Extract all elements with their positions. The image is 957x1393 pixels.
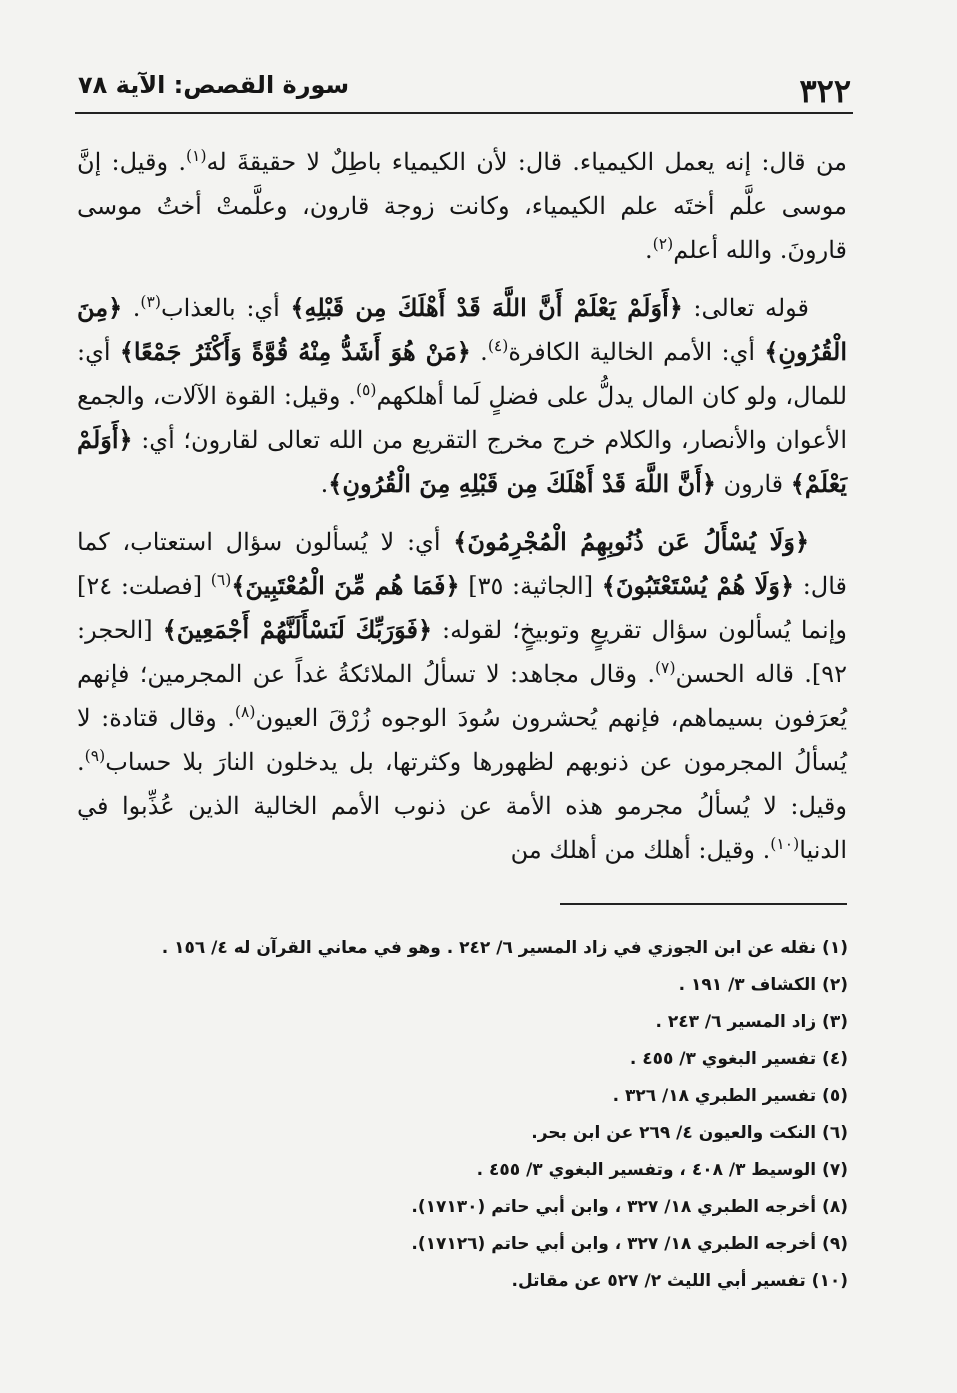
footnote-1: (١) نقله عن ابن الجوزي في زاد المسير ٦/ ٢٤٢ . وهو في معاني القرآن له ٤/ ١٥٦ .: [161, 938, 848, 958]
footnotes: [80, 930, 848, 1300]
quran-verse: ﴿فَمَا هُم مِّنَ الْمُعْتَبِينَ﴾: [231, 571, 460, 600]
text-run: . وقيل: إنَّ موسى علَّم أختَه علم الكيمياء، وكانت زوجة قارون، وعلَّمتْ أختُ موسى قارونَ. والله أعلم: [77, 148, 847, 264]
footnote-ref: (٨): [234, 703, 256, 721]
quran-verse: ﴿فَوَرَبِّكَ لَنَسْأَلَنَّهُمْ أَجْمَعِينَ﴾: [162, 615, 433, 644]
text-run: .: [122, 294, 141, 322]
footnote-3: (٣) زاد المسير ٦/ ٢٤٣ .: [655, 1012, 848, 1032]
footnote-ref: (٥): [355, 381, 377, 399]
quran-verse: ﴿أَنَّ اللَّهَ قَدْ أَهْلَكَ مِن قَبْلِهِ مِنَ الْقُرُونِ﴾: [328, 469, 716, 498]
paragraph-1: [77, 140, 847, 272]
quran-verse: ﴿أَوَلَمْ يَعْلَمْ أَنَّ اللَّهَ قَدْ أَهْلَكَ مِن قَبْلِهِ﴾: [290, 293, 683, 322]
main-text: [77, 140, 847, 886]
footnote-5: (٥) تفسير الطبري ١٨/ ٣٢٦ .: [612, 1086, 848, 1106]
footnote-ref: (٢): [652, 235, 674, 253]
quran-verse: ﴿مِنَ الْقُرُونِ﴾: [77, 293, 847, 366]
paragraph-2: [77, 286, 847, 506]
footnote-7: (٧) الوسيط ٣/ ٤٠٨ ، وتفسير البغوي ٣/ ٤٥٥ .: [476, 1160, 848, 1180]
footnote-6: (٦) النكت والعيون ٤/ ٢٦٩ عن ابن بحر.: [531, 1123, 848, 1143]
quran-verse: ﴿أَوَلَمْ يَعْلَمْ﴾: [77, 425, 847, 498]
text-run: [فصلت: ٢٤] وإنما يُسألون سؤال تقريعٍ وتوبيخٍ؛ لقوله:: [77, 572, 847, 644]
footnote-ref: (٦): [210, 571, 232, 589]
text-run: قوله تعالى:: [682, 294, 810, 322]
text-run: . وقيل: القوة الآلات، والجمع الأعوان والأنصار، والكلام خرج مخرج التقريع من الله تعالى لقارون؛ أي:: [77, 382, 847, 454]
text-run: [الجاثية: ٣٥]: [459, 572, 602, 600]
text-run: . وقيل: لا يُسألُ مجرمو هذه الأمة عن ذنوب الأمم الخالية الذين عُذِّبوا في الدنيا: [77, 748, 847, 864]
text-run: . وقيل: أهلك من أهلك من: [510, 836, 771, 864]
footnote-separator: [560, 903, 847, 905]
text-run: أي: للمال، ولو كان المال يدلُّ على فضلٍ لَما أهلكهم: [77, 338, 848, 410]
footnote-ref: (١٠): [770, 835, 800, 853]
text-run: . وقال قتادة: لا يُسألُ المجرمون عن ذنوبهم لظهورها وكثرتها، بل يدخلون النارَ بلا حساب: [77, 704, 848, 776]
running-head: سورة القصص: الآية ٧٨: [78, 71, 350, 99]
text-run: .: [320, 470, 329, 498]
text-run: من قال: إنه يعمل الكيمياء. قال: لأن الكيمياء باطِلٌ لا حقيقةَ له: [206, 148, 847, 176]
footnote-ref: (٤): [487, 337, 509, 355]
text-run: قارون: [715, 470, 791, 498]
footnote-ref: (١): [185, 147, 207, 165]
text-run: . وقال مجاهد: لا تسألُ الملائكةُ غداً عن المجرمين؛ فإنهم يُعرَفون بسيماهم، فإنهم يُحشرون سُودَ الوجوه زُرْقَ العيون: [77, 660, 848, 732]
text-run: أي: لا يُسألون سؤال استعتاب، كما قال:: [77, 528, 848, 600]
text-run: أي: الأمم الخالية الكافرة: [508, 338, 765, 366]
text-run: [الحجر: ٩٢]. قاله الحسن: [77, 616, 847, 688]
page-number: ٣٢٢: [799, 72, 851, 110]
paragraph-3: [77, 520, 847, 872]
footnote-8: (٨) أخرجه الطبري ١٨/ ٣٢٧ ، وابن أبي حاتم (١٧١٣٠).: [411, 1197, 848, 1217]
footnote-ref: (٩): [84, 747, 106, 765]
footnote-9: (٩) أخرجه الطبري ١٨/ ٣٢٧ ، وابن أبي حاتم (١٧١٢٦).: [411, 1234, 848, 1254]
text-run: أي: بالعذاب: [160, 294, 291, 322]
text-run: .: [470, 338, 488, 366]
page-header: [75, 66, 853, 114]
footnote-4: (٤) تفسير البغوي ٣/ ٤٥٥ .: [629, 1049, 848, 1069]
text-run: .: [645, 236, 653, 264]
quran-verse: ﴿مَنْ هُوَ أَشَدُّ مِنْهُ قُوَّةً وَأَكْثَرُ جَمْعًا﴾: [119, 337, 471, 366]
footnote-ref: (٣): [140, 293, 161, 311]
footnote-2: (٢) الكشاف ٣/ ١٩١ .: [678, 975, 848, 995]
quran-verse: ﴿وَلَا يُسْأَلُ عَن ذُنُوبِهِمُ الْمُجْرِمُونَ﴾: [453, 527, 809, 556]
footnote-ref: (٧): [654, 659, 676, 677]
quran-verse: ﴿وَلَا هُمْ يُسْتَعْتَبُونَ﴾: [601, 571, 795, 600]
footnote-10: (١٠) تفسير أبي الليث ٢/ ٥٢٧ عن مقاتل.: [511, 1271, 848, 1291]
